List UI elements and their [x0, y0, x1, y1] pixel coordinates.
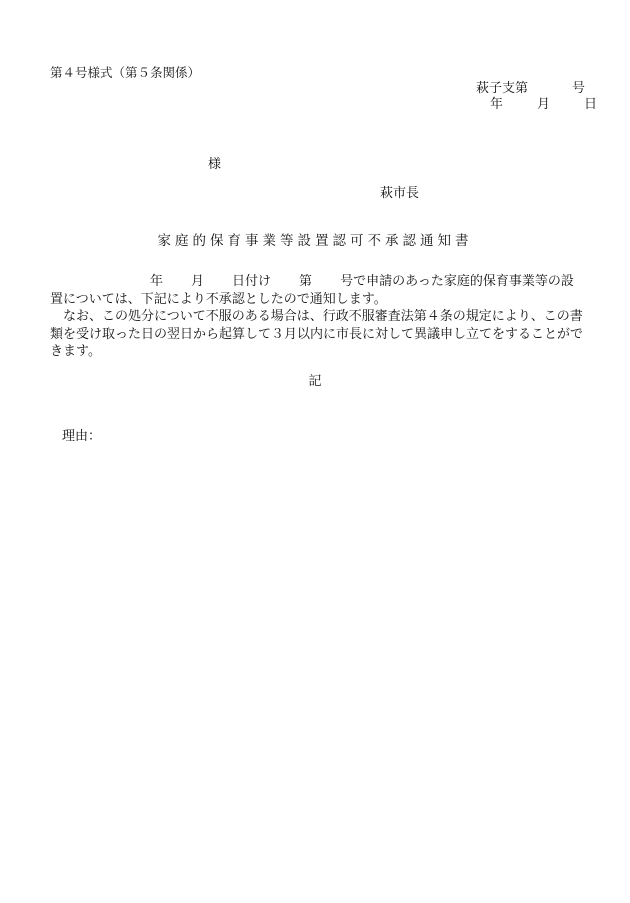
sender-name: 萩市長 — [380, 186, 420, 201]
date-day: 日 — [584, 97, 598, 112]
ki-heading: 記 — [308, 374, 322, 389]
document-title: 家庭的保育事業等設置認可不承認通知書 — [157, 233, 473, 249]
date-year: 年 — [490, 97, 504, 112]
date-month: 月 — [537, 97, 551, 112]
recipient-suffix: 様 — [208, 157, 222, 172]
reason-label: 理由： — [62, 429, 102, 444]
body-paragraph-2: なお、この処分について不服のある場合は、行政不服審査法第４条の規定により、この書類を受け取った日の翌日から起算して３月以内に市長に対して異議申し立てをすることができます。 — [50, 309, 584, 359]
document-number-prefix: 萩子支第 — [476, 81, 529, 96]
body-text — [50, 273, 585, 361]
form-number: 第４号様式（第５条関係） — [50, 65, 201, 80]
body-paragraph-1: 年 月 日付け 第 号で申請のあった家庭的保育事業等の設置については、下記により不承認としたので通知します。 — [50, 274, 574, 307]
document-number-suffix: 号 — [572, 81, 586, 96]
document-date — [490, 96, 597, 114]
